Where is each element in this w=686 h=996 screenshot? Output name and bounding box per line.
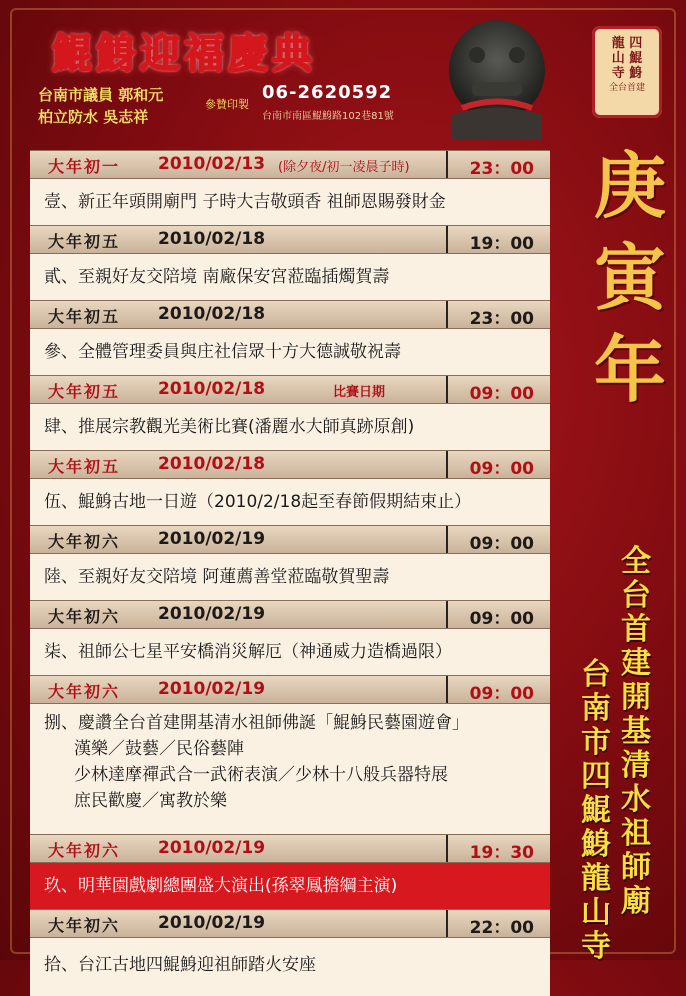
event-time: 09：00 <box>469 609 534 629</box>
event-time: 23：00 <box>469 309 534 329</box>
vertical-char: 鯤 <box>581 793 611 828</box>
event-time: 19：30 <box>469 843 534 863</box>
event-description <box>30 554 550 600</box>
vertical-char: 師 <box>621 850 651 885</box>
event-date: 2010/02/19 <box>158 604 266 624</box>
event-description <box>30 404 550 450</box>
event-header <box>30 375 550 404</box>
poster-title: 鯤鯓迎福慶典 <box>52 30 316 77</box>
vertical-temple-name <box>618 545 654 919</box>
seal-line: 龍 四 <box>611 36 643 51</box>
event-header <box>30 150 550 179</box>
vertical-char: 廟 <box>621 884 651 919</box>
event-subitem: 少林達摩禪武合一武術表演／少林十八般兵器特展 <box>74 765 448 785</box>
event-header <box>30 675 550 704</box>
event-text: 肆、推展宗教觀光美術比賽(潘麗水大師真跡原創) <box>44 417 415 437</box>
event-text: 陸、至親好友交陪境 阿蓮薦善堂蒞臨敬賀聖壽 <box>44 567 390 587</box>
event-date: 2010/02/13 <box>158 154 266 174</box>
event-date: 2010/02/19 <box>158 913 266 933</box>
event-subitem: 漢樂／鼓藝／民俗藝陣 <box>74 739 244 759</box>
event-header <box>30 300 550 329</box>
divider <box>446 226 448 253</box>
vertical-char: 四 <box>581 759 611 794</box>
event-day: 大年初六 <box>48 532 121 551</box>
divider <box>446 151 448 178</box>
event-text: 貳、至親好友交陪境 南廠保安宮蒞臨插燭賀壽 <box>44 267 390 287</box>
vertical-temple-location <box>578 658 614 964</box>
event-day: 大年初一 <box>48 157 121 176</box>
divider <box>446 526 448 553</box>
event-header <box>30 834 550 863</box>
event-day: 大年初五 <box>48 232 121 251</box>
vertical-char: 市 <box>581 725 611 760</box>
event-date: 2010/02/18 <box>158 229 266 249</box>
event-time: 22：00 <box>469 918 534 938</box>
vertical-char: 年 <box>593 327 666 412</box>
vertical-char: 水 <box>621 782 651 817</box>
event-note: (除夕夜/初一凌晨子時) <box>278 160 410 175</box>
event-description <box>30 863 550 909</box>
event-description <box>30 329 550 375</box>
sponsor-list <box>38 84 163 128</box>
event-time: 23：00 <box>469 159 534 179</box>
event-text: 伍、鯤鯓古地一日遊（2010/2/18起至春節假期結束止） <box>44 492 472 512</box>
event-time: 09：00 <box>469 384 534 404</box>
event-description <box>30 479 550 525</box>
event-header <box>30 600 550 629</box>
event-header <box>30 225 550 254</box>
event-date: 2010/02/18 <box>158 304 266 324</box>
event-day: 大年初五 <box>48 382 121 401</box>
vertical-char: 全 <box>621 544 651 579</box>
temple-seal <box>592 26 662 118</box>
event-text: 玖、明華園戲劇總團盛大演出(孫翠鳳擔綱主演) <box>44 876 398 896</box>
vertical-char: 基 <box>621 714 651 749</box>
event-subitem: 庶民歡慶／寓教於樂 <box>74 791 227 811</box>
divider <box>446 451 448 478</box>
divider <box>446 301 448 328</box>
event-time: 09：00 <box>469 459 534 479</box>
year-title <box>580 140 680 416</box>
event-time: 19：00 <box>469 234 534 254</box>
vertical-char: 鯓 <box>581 827 611 862</box>
event-header <box>30 525 550 554</box>
divider <box>446 376 448 403</box>
event-day: 大年初五 <box>48 307 121 326</box>
event-day: 大年初六 <box>48 607 121 626</box>
event-note: 比賽日期 <box>333 385 386 400</box>
event-text: 柒、祖師公七星平安橋消災解厄（神通威力造橋過限） <box>44 642 452 662</box>
event-date: 2010/02/18 <box>158 379 266 399</box>
vertical-char: 清 <box>621 748 651 783</box>
event-day: 大年初五 <box>48 457 121 476</box>
event-description <box>30 938 550 996</box>
event-text: 捌、慶讚全台首建開基清水祖師佛誕「鯤鯓民藝園遊會」 <box>44 713 469 733</box>
event-time: 09：00 <box>469 684 534 704</box>
event-description <box>30 179 550 225</box>
event-schedule <box>30 150 550 996</box>
event-date: 2010/02/19 <box>158 529 266 549</box>
event-header <box>30 909 550 938</box>
divider <box>446 835 448 862</box>
vertical-char: 台 <box>581 657 611 692</box>
vertical-char: 龍 <box>581 861 611 896</box>
phone-number: 06-2620592 <box>262 82 393 103</box>
vertical-char: 寅 <box>593 235 666 320</box>
vertical-char: 庚 <box>593 143 666 228</box>
divider <box>446 601 448 628</box>
event-description <box>30 629 550 675</box>
vertical-char: 祖 <box>621 816 651 851</box>
event-text: 參、全體管理委員與庄社信眾十方大德誠敬祝壽 <box>44 342 401 362</box>
vertical-char: 建 <box>621 646 651 681</box>
vertical-char: 開 <box>621 680 651 715</box>
vertical-char: 山 <box>581 895 611 930</box>
seal-line: 山 鯤 <box>611 51 643 66</box>
event-time: 09：00 <box>469 534 534 554</box>
sponsor-line: 台南市議員 郭和元 <box>38 86 164 104</box>
event-date: 2010/02/19 <box>158 679 266 699</box>
event-date: 2010/02/18 <box>158 454 266 474</box>
event-day: 大年初六 <box>48 841 121 860</box>
vertical-char: 台 <box>621 578 651 613</box>
vertical-char: 寺 <box>581 929 611 964</box>
vertical-char: 南 <box>581 691 611 726</box>
event-description <box>30 254 550 300</box>
seal-subtitle: 全台首建 <box>608 83 645 93</box>
sponsor-tag: 參贊印製 <box>205 98 249 111</box>
event-text: 壹、新正年頭開廟門 子時大吉敬頭香 祖師恩賜發財金 <box>44 192 446 212</box>
event-day: 大年初六 <box>48 916 121 935</box>
event-date: 2010/02/19 <box>158 838 266 858</box>
address: 台南市南區鯤鯓路102巷81號 <box>262 111 394 122</box>
vertical-char: 首 <box>621 612 651 647</box>
sponsor-line: 柏立防水 吳志祥 <box>38 108 149 126</box>
divider <box>446 676 448 703</box>
seal-line: 寺 鯓 <box>611 66 643 81</box>
event-header <box>30 450 550 479</box>
event-day: 大年初六 <box>48 682 121 701</box>
divider <box>446 910 448 937</box>
event-text: 拾、台江古地四鯤鯓迎祖師踏火安座 <box>44 955 316 975</box>
lion-statue-image <box>432 10 562 140</box>
event-description <box>30 704 550 834</box>
